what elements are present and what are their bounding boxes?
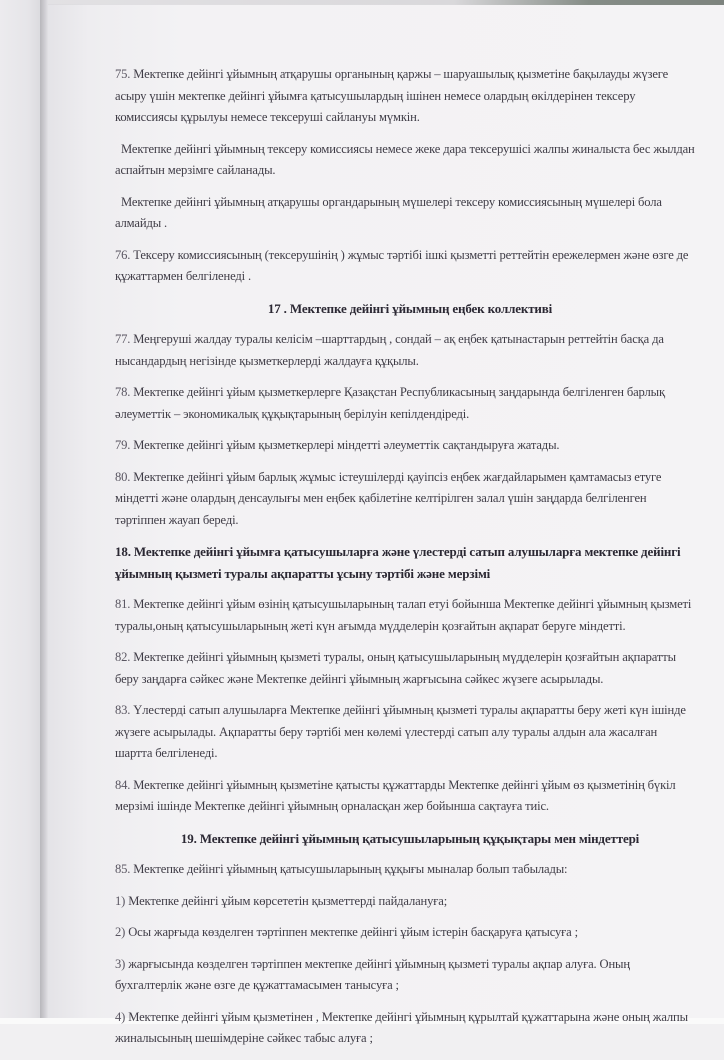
list-item-3	[115, 954, 695, 997]
clause-83	[115, 700, 695, 765]
list-text: Мектепке дейінгі ұйым көрсететін қызметтерді пайдалануға;	[125, 893, 448, 908]
clause-80	[115, 467, 695, 532]
clause-text: Мектепке дейінгі ұйымның қызметіне қатысты құжаттарды Мектепке дейінгі ұйым өз қызметінің бүкіл мерзімі ішінде Мектепке дейінгі ұйымның орналасқан жер бойынша сақтауға тиіс.	[115, 777, 676, 813]
clause-text: Үлестерді сатып алушыларға Мектепке дейінгі ұйымның қызметі туралы ақпаратты беру жеті күн ішінде жүзеге асырылады. Ақпаратты беру тәртібі мен көлемі үлестерді сатып алу туралы алдын ала жасалған шартта белгіленеді.	[115, 703, 686, 760]
clause-number: 77.	[115, 332, 131, 346]
document-body	[115, 64, 695, 1060]
section-heading-19: 19. Мектепке дейінгі ұйымның қатысушыларының құқықтары мен міндеттері	[180, 830, 640, 846]
clause-text: Тексеру комиссиясының (тексерушінің ) жұмыс тәртібі ішкі қызметті реттейтін ережелермен және өзге де құжаттармен белгіленеді .	[115, 247, 689, 283]
clause-78	[115, 382, 695, 425]
clause-number: 84.	[115, 777, 131, 792]
clause-number: 81.	[115, 597, 131, 611]
clause-77	[115, 329, 695, 372]
list-number: 2)	[115, 925, 126, 939]
clause-text: Мектепке дейінгі ұйымның тексеру комиссиясы немесе жеке дара тексерушісі жалпы жиналыста бес жылдан аспайтын мерзімге сайланады.	[115, 141, 695, 177]
clause-82	[115, 647, 695, 690]
list-item-2	[115, 922, 695, 944]
list-text: жарғысында көзделген тәртіппен мектепке дейінгі ұйымның қызметі туралы ақпар алуға. Оның бухгалтерлік және өзге де құжаттамасымен танысуға ;	[115, 956, 630, 992]
clause-text: Меңгеруші жалдау туралы келісім –шарттардың , сондай – ақ еңбек қатынастарын реттейтін басқа да нысандардың негізінде қызметкерлерді жалдауға құқылы.	[115, 332, 664, 368]
list-text: Осы жарғыда көзделген тәртіппен мектепке дейінгі ұйым істерін басқаруға қатысуға ;	[125, 925, 578, 939]
clause-number: 79.	[115, 438, 131, 452]
clause-text: Мектепке дейінгі ұйымның қызметі туралы, оның қатысушыларының мүдделерін қозғайтын ақпаратты беру заңдарға сәйкес және Мектепке дейінгі ұйымның жарғысына сәйкес жүзеге асырылады.	[115, 650, 676, 686]
page-top-edge	[48, 0, 724, 5]
page-spine-shadow	[40, 0, 48, 1024]
clause-75-part-3	[115, 192, 695, 235]
clause-76	[115, 245, 695, 288]
clause-79	[115, 435, 695, 457]
clause-text: Мектепке дейінгі ұйымның атқарушы органдарының мүшелері тексеру комиссиясының мүшелері бола алмайды .	[115, 194, 662, 230]
clause-number: 82.	[115, 650, 131, 664]
clause-text: Мектепке дейінгі ұйымның атқарушы органының қаржы – шаруашылық қызметіне бақылауды жүзеге асыру үшін мектепке дейінгі ұйымға қатысушылардың ішінен немесе олардың өкілдерінен тексеру комиссиясы құрылуы немесе тексеруші сайлануы мүмкін.	[115, 67, 669, 124]
list-item-1	[115, 891, 695, 913]
list-item-4	[115, 1007, 695, 1050]
section-heading-18: 18. Мектепке дейінгі ұйымға қатысушыларға және үлестерді сатып алушыларға мектепке дейінгі ұйымның қызметі туралы ақпаратты ұсыну тәртібі және мерзімі	[115, 544, 681, 581]
clause-number: 80.	[115, 469, 131, 484]
clause-text: Мектепке дейінгі ұйым қызметкерлері міндетті әлеуметтік сақтандыруға жатады.	[130, 438, 560, 452]
list-text: Мектепке дейінгі ұйым қызметінен , Мектепке дейінгі ұйымның құрылтай құжаттарына және оның жалпы жиналысының шешімдеріне сәйкес табыс алуға ;	[115, 1009, 688, 1045]
list-number: 3)	[115, 956, 126, 971]
clause-84	[115, 775, 695, 818]
clause-text: Мектепке дейінгі ұйымның қатысушыларының құқығы мыналар болып табылады:	[130, 862, 568, 876]
clause-85	[115, 859, 695, 881]
clause-75-part-2	[115, 139, 695, 182]
clause-text: Мектепке дейінгі ұйым барлық жұмыс істеушілерді қауіпсіз еңбек жағдайларымен қамтамасыз етуге міндетті және олардың денсаулығы мен еңбек қабілетіне келтірілген залал үшін заңдарда белгіленген тәртіппен жауап береді.	[115, 469, 662, 527]
clause-number: 76.	[115, 247, 131, 262]
clause-text: Мектепке дейінгі ұйым өзінің қатысушыларының талап етуі бойынша Мектепке дейінгі ұйымның қызметі туралы,оның қатысушыларының жеті күн ағымда мүдделерін қозғайтын ақпарат беруге міндетті.	[115, 597, 692, 633]
section-heading-17: 17 . Мектепке дейінгі ұйымның еңбек коллективі	[267, 300, 553, 316]
clause-text: Мектепке дейінгі ұйым қызметкерлерге Қазақстан Республикасының заңдарында белгіленген барлық әлеуметтік – экономикалық құқықтарының берілуін кепілдендіреді.	[115, 385, 665, 421]
scan-gutter	[0, 0, 40, 1024]
clause-number: 78.	[115, 385, 131, 399]
clause-number: 85.	[115, 862, 131, 876]
clause-number: 83.	[115, 703, 131, 717]
list-number: 4)	[115, 1009, 126, 1024]
clause-number: 75.	[115, 67, 131, 81]
list-number: 1)	[115, 893, 126, 908]
clause-81	[115, 594, 695, 637]
clause-75	[115, 64, 695, 129]
